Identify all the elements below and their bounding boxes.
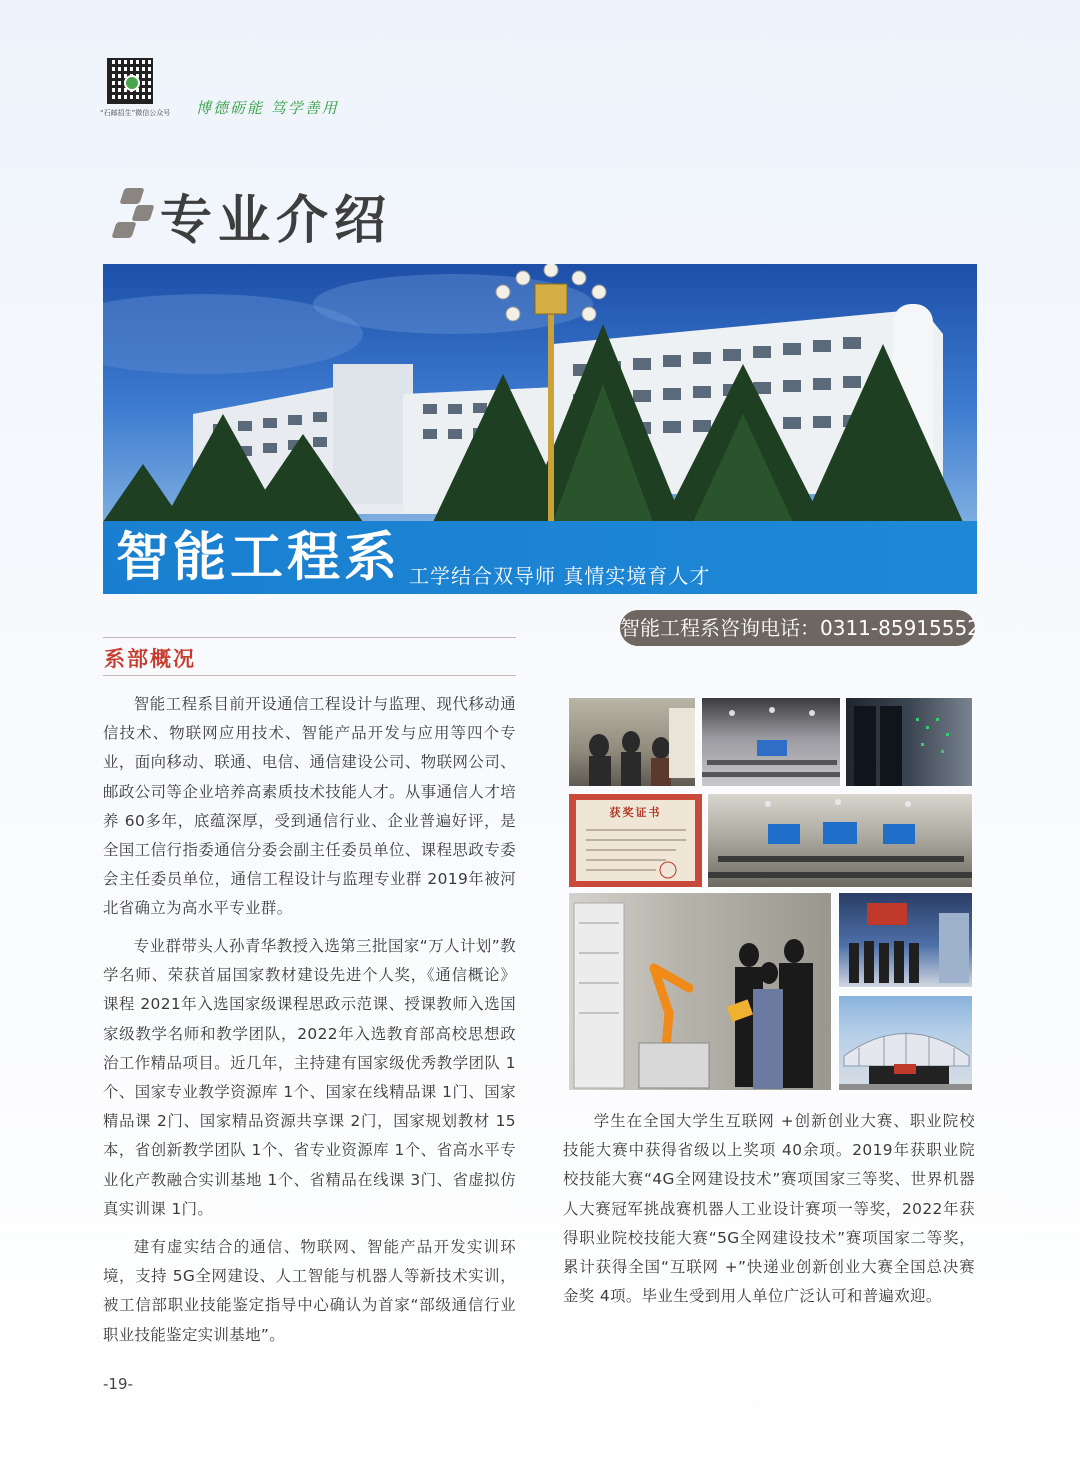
school-slogan: 博德砺能 笃学善用 — [196, 99, 339, 117]
photo-robot-lab — [568, 892, 832, 1091]
photo-award-certificate — [568, 793, 703, 888]
certificate-title: 获奖证书 — [609, 806, 662, 819]
campus-building-photo — [103, 264, 977, 522]
paragraph-overview: 智能工程系目前开设通信工程设计与监理、现代移动通信技术、物联网应用技术、智能产品开发与应用等四个专业，面向移动、联通、电信、通信建设公司、物联网公司、邮政公司等企业培养高素质技术技能人才。从事通信人才培养 60多年，底蕴深厚，受到通信行业、企业普遍好评，是全国工信行指委通信分委会副主任委员单位、课程思政专委会主任委员单位，通信工程设计与监理专业群 2019年被河北省确立为高水平专业群。 — [103, 695, 516, 918]
page-title: 专业介绍 — [160, 191, 393, 251]
paragraph-facilities: 建有虚实结合的通信、物联网、智能产品开发实训环境，支持 5G全网建设、人工智能与机器人等新技术实训，被工信部职业技能鉴定指导中心确认为首家“部级通信行业职业技能鉴定实训基地”。 — [103, 1238, 516, 1344]
photo-training-room — [707, 793, 973, 888]
photo-award-ceremony — [838, 892, 973, 988]
page-number: -19- — [103, 1375, 133, 1393]
photo-equipment-racks — [845, 697, 973, 787]
photo-students-visit — [568, 697, 696, 787]
section-bottom-rule — [103, 675, 516, 676]
qr-code — [107, 58, 153, 104]
paragraph-team: 专业群带头人孙青华教授入选第三批国家“万人计划”教学名师、荣获首届国家教材建设先进个人奖，《通信概论》课程 2021年入选国家级课程思政示范课、授课教师入选国家级教学名师和教学团队，2022年入选教育部高校思想政治工作精品项目。近几年，主持建有国家级优秀教学团队 1个、国家专业教学资源库 1个、国家在线精品课 1门、国家精品课 2门、国家精品资源共享课 2门，国家规划教材 15本，省创新教学团队 1个、省专业资源库 1个、省高水平专业化产教融合实训基地 1个、省精品在线课 3门、省虚拟仿真实训课 1门。 — [103, 937, 516, 1218]
qr-caption: “石邮招生”微信公众号 — [100, 109, 171, 117]
heading-blocks-icon — [110, 188, 154, 240]
photo-group-outdoor — [838, 995, 973, 1091]
section-top-rule — [103, 637, 516, 638]
section-title: 系部概况 — [104, 647, 196, 671]
consult-phone-badge: 智能工程系咨询电话：0311-85915552 — [620, 610, 975, 646]
photo-computer-lab — [701, 697, 841, 787]
department-name: 智能工程系 — [116, 527, 401, 588]
department-slogan: 工学结合双导师 真情实境育人才 — [409, 564, 711, 588]
paragraph-awards: 学生在全国大学生互联网 +创新创业大赛、职业院校技能大赛中获得省级以上奖项 40余项。2019年获职业院校技能大赛“4G全网建设技术”赛项国家三等奖、世界机器人大赛冠军挑战赛机器人工业设计赛项一等奖，2022年获得职业院校技能大赛“5G全网建设技术”赛项国家二等奖，累计获得全国“互联网 +”快递业创新创业大赛全国总决赛金奖 4项。毕业生受到用人单位广泛认可和普遍欢迎。 — [563, 1112, 975, 1306]
